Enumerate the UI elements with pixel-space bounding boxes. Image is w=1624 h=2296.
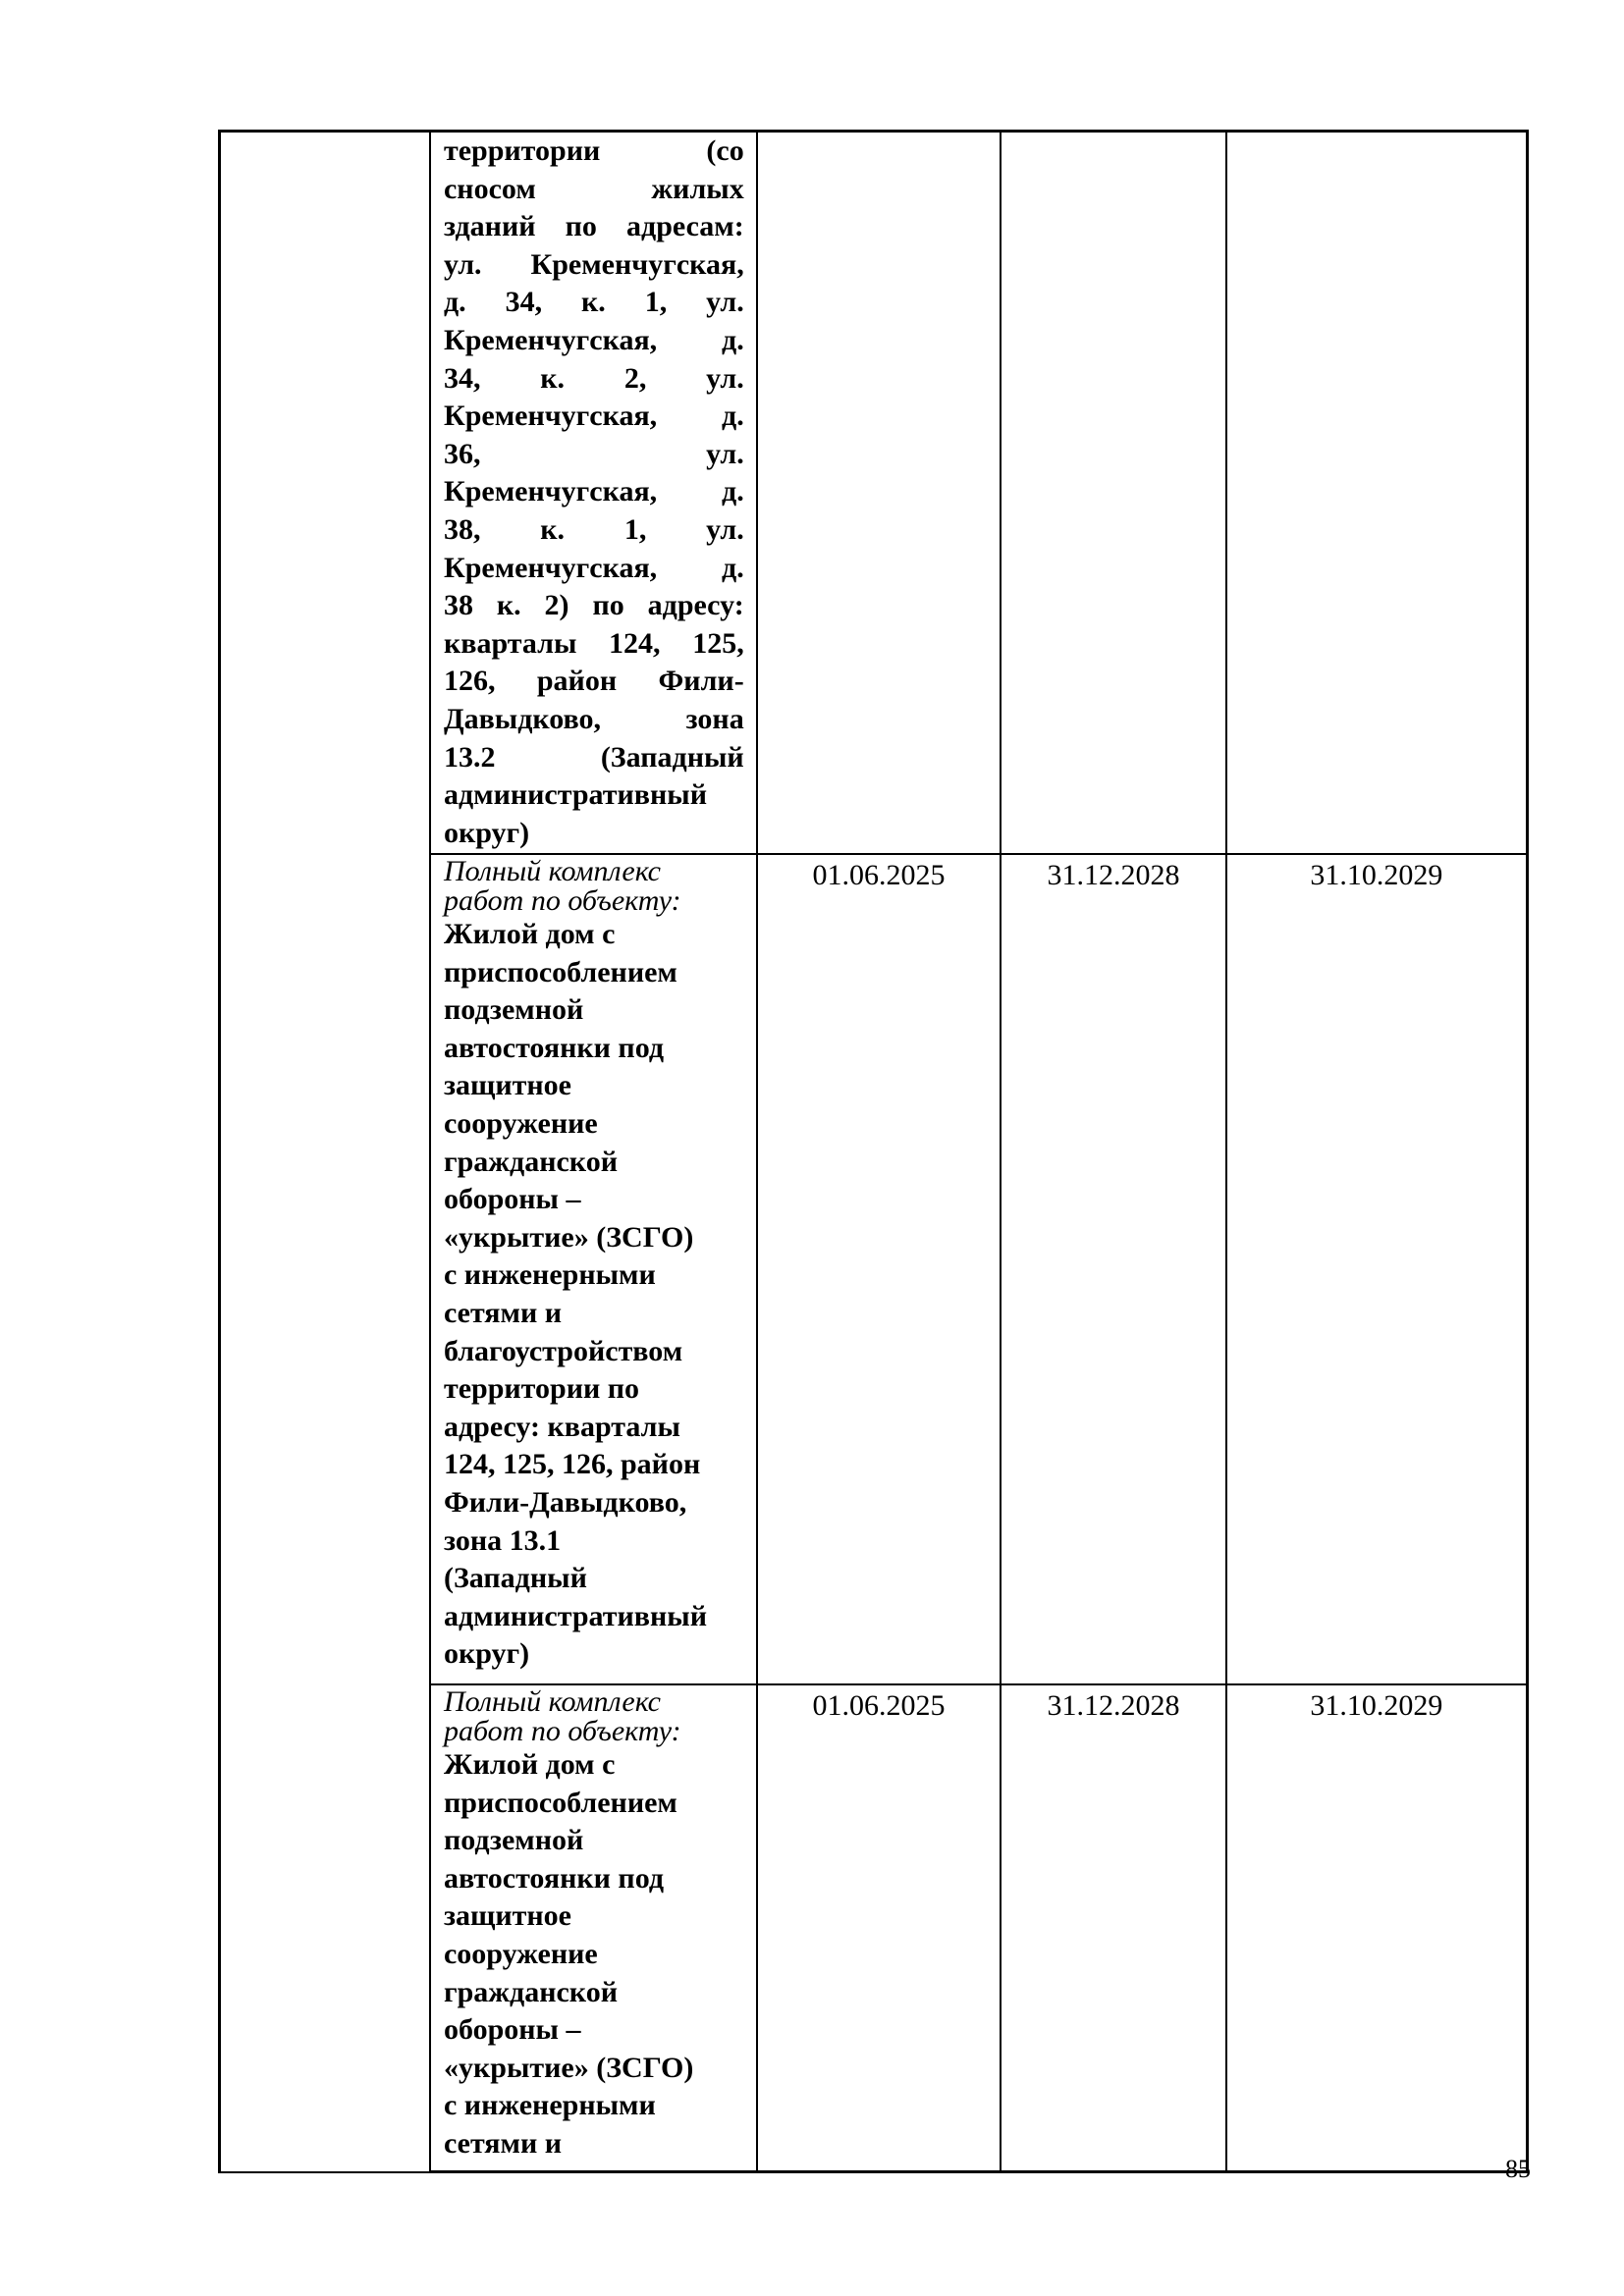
description-line: Жилой дом с [443, 918, 616, 950]
empty-start-date-cell [757, 132, 1001, 855]
continuation-line: Кременчугская, д. [443, 400, 744, 433]
description-line: защитное [443, 1899, 571, 1933]
continuation-line: 36, ул. [443, 437, 744, 470]
continuation-line: кварталы 124, 125, [443, 626, 744, 660]
continuation-line: Кременчугская, д. [443, 475, 744, 508]
continuation-line: Кременчугская, д. [443, 323, 744, 356]
description-line: сооружение [443, 1937, 598, 1970]
continuation-line: зданий по адресам: [443, 210, 744, 243]
continuation-line: административный [443, 778, 707, 812]
continuation-line: д. 34, к. 1, ул. [443, 286, 744, 319]
description-line: (Западный [443, 1562, 587, 1595]
description-line: гражданской [443, 1145, 618, 1178]
description-line: защитное [443, 1069, 571, 1102]
description-line: подземной [443, 1824, 584, 1857]
description-line: адресу: кварталы [443, 1410, 680, 1443]
description-line: Жилой дом с [443, 1748, 616, 1781]
description-line: автостоянки под [443, 1861, 665, 1895]
description-line: «укрытие» (ЗСГО) [443, 2051, 694, 2084]
description-line: с инженерными [443, 1258, 656, 1292]
continuation-line: 38 к. 2) по адресу: [443, 589, 744, 622]
continuation-line: округ) [443, 816, 530, 849]
object-description-continuation [430, 132, 757, 855]
continuation-line: 34, к. 2, ул. [443, 361, 744, 395]
description-line: «укрытие» (ЗСГО) [443, 1220, 694, 1254]
start-date-cell: 01.06.2025 [757, 854, 1001, 1684]
empty-commission-date-cell [1226, 132, 1528, 855]
start-date-cell: 01.06.2025 [757, 1684, 1001, 2172]
continuation-line: сносом жилых [443, 172, 744, 205]
work-scope-label: Полный комплекс работ по объекту: [443, 855, 681, 917]
continuation-line: 38, к. 1, ул. [443, 512, 744, 546]
description-line: благоустройством [443, 1334, 683, 1367]
description-line: подземной [443, 993, 584, 1027]
description-line: приспособлением [443, 1786, 677, 1819]
merged-first-column-cell [220, 132, 430, 2172]
description-line: обороны – [443, 2013, 581, 2047]
description-line: 124, 125, 126, район [443, 1448, 701, 1481]
end-date-cell: 31.12.2028 [1001, 854, 1226, 1684]
description-line: сетями и [443, 1296, 563, 1329]
object-description-text [444, 916, 744, 1674]
schedule-table [218, 130, 1529, 2173]
description-line: сетями и [443, 2126, 563, 2160]
description-line: зона 13.1 [443, 1523, 562, 1557]
continuation-line: территории (со [443, 134, 744, 167]
description-line: Фили-Давыдково, [443, 1485, 687, 1519]
description-line: территории по [443, 1372, 640, 1406]
table-row-continuation [220, 132, 1528, 855]
commission-date-cell: 31.10.2029 [1226, 1684, 1528, 2172]
end-date-cell: 31.12.2028 [1001, 1684, 1226, 2172]
continuation-line: ул. Кременчугская, [443, 247, 744, 281]
object-description-text [444, 1746, 744, 2163]
object-description-cell [430, 1684, 757, 2172]
description-line: административный [443, 1599, 707, 1632]
description-line: с инженерными [443, 2089, 656, 2122]
work-scope-label: Полный комплекс работ по объекту: [443, 1685, 681, 1747]
page-number: 85 [1505, 2155, 1531, 2183]
description-line: сооружение [443, 1106, 598, 1140]
object-description-cell [430, 854, 757, 1684]
description-line: обороны – [443, 1183, 581, 1216]
commission-date-cell: 31.10.2029 [1226, 854, 1528, 1684]
continuation-line: Кременчугская, д. [443, 551, 744, 584]
description-line: округ) [443, 1637, 530, 1671]
continuation-line: 13.2 (Западный [443, 740, 744, 774]
continuation-line: 126, район Фили- [443, 665, 744, 698]
continuation-line: Давыдково, зона [443, 702, 744, 735]
empty-end-date-cell [1001, 132, 1226, 855]
description-line: автостоянки под [443, 1031, 665, 1064]
continuation-text [444, 133, 744, 852]
description-line: приспособлением [443, 955, 677, 988]
description-line: гражданской [443, 1975, 618, 2008]
